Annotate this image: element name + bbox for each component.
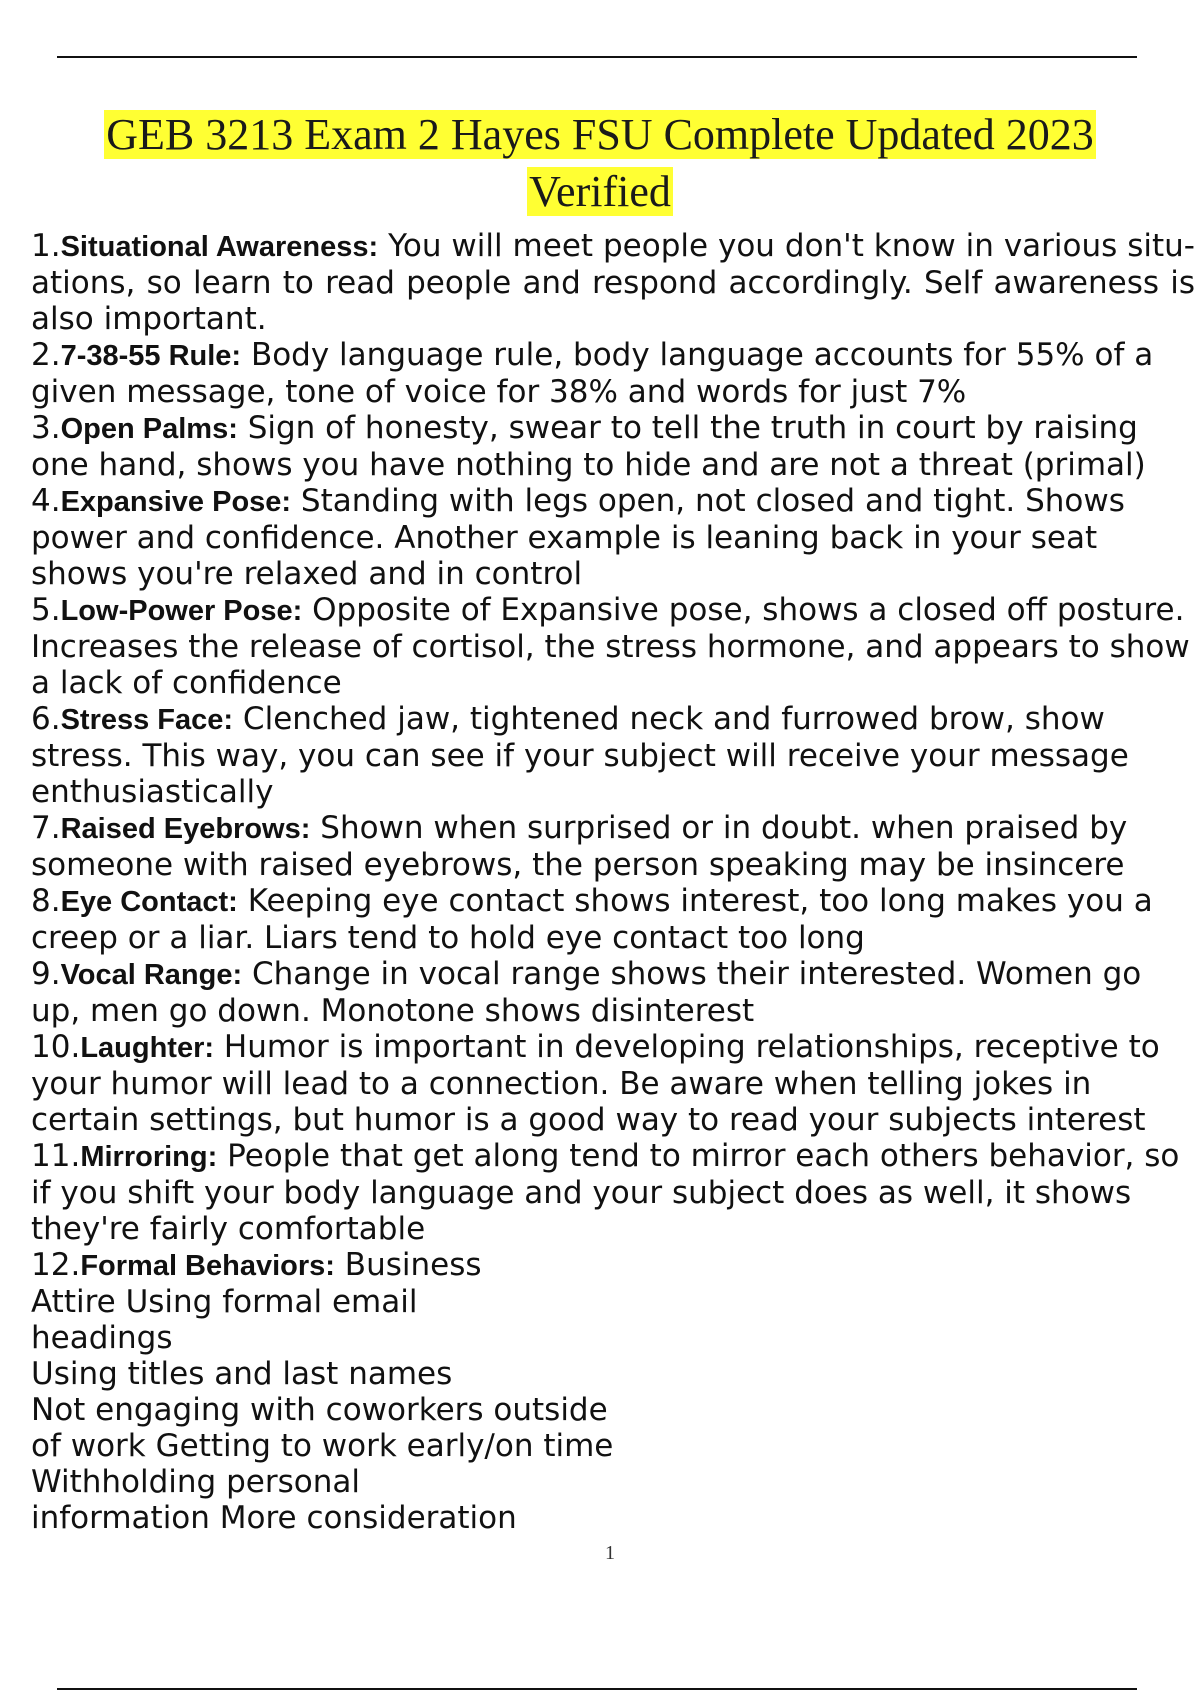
item-term: Open Palms: [60, 413, 238, 445]
title-line-2: Verified [529, 167, 671, 216]
item-number: 8. [31, 883, 61, 919]
item-term: Low-Power Pose: [60, 595, 303, 627]
list-item [31, 483, 1195, 592]
item-definition: Shown when surprised or in doubt. when praised by someone with raised eyebrows, the person speaking may be insincere [31, 810, 1128, 883]
item-term: Eye Contact: [60, 886, 238, 918]
item-definition: Standing with legs open, not closed and tight. Shows power and confidence. Another example is leaning back in your seat shows you're relaxed and in control [31, 483, 1125, 592]
item-definition: Opposite of Expansive pose, shows a closed off posture. Increases the release of cortisol, the stress hormone, and appears to show a lack of confidence [31, 592, 1190, 701]
title-line-1: GEB 3213 Exam 2 Hayes FSU Complete Updated 2023 [106, 110, 1094, 159]
list-item [31, 1029, 1195, 1138]
item-definition: Body language rule, body language accounts for 55% of a given message, tone of voice for 38% and words for just 7% [31, 337, 1154, 410]
item-definition-line: headings [31, 1320, 173, 1356]
list-item [31, 1138, 1195, 1247]
list-item [31, 228, 1195, 337]
page-number: 1 [605, 1542, 615, 1564]
list-item [31, 592, 1195, 701]
list-item [31, 410, 1195, 483]
item-number: 6. [31, 701, 61, 737]
item-number: 12. [31, 1247, 81, 1283]
item-number: 3. [31, 410, 61, 446]
list-item [31, 1247, 1195, 1536]
item-number: 5. [31, 592, 61, 628]
item-term: Raised Eyebrows: [60, 813, 311, 845]
item-term: Expansive Pose: [60, 486, 292, 518]
item-number: 10. [31, 1029, 81, 1065]
item-definition-line: Not engaging with coworkers outside [31, 1392, 608, 1428]
list-item [31, 337, 1195, 410]
item-number: 4. [31, 483, 61, 519]
list-item [31, 701, 1195, 810]
item-definition: Business [334, 1247, 482, 1283]
document-title [30, 106, 1170, 220]
item-definition: Change in vocal range shows their interested. Women go up, men go down. Monotone shows disinterest [31, 956, 1142, 1029]
list-item [31, 956, 1195, 1029]
item-definition-line: Attire Using formal email [31, 1284, 418, 1320]
item-definition-line: information More consideration [31, 1500, 517, 1536]
item-definition-line: of work Getting to work early/on time [31, 1428, 614, 1464]
top-rule [57, 56, 1137, 58]
flashcard-list [31, 228, 1195, 1536]
item-number: 7. [31, 810, 61, 846]
item-definition-line: Using titles and last names [31, 1356, 453, 1392]
item-term: Vocal Range: [60, 959, 243, 991]
item-definition: Keeping eye contact shows interest, too long makes you a creep or a liar. Liars tend to hold eye contact too long [31, 883, 1153, 956]
item-term: Mirroring: [80, 1141, 218, 1173]
item-definition: People that get along tend to mirror each others behavior, so if you shift your body language and your subject does as well, it shows they're fairly comfortable [31, 1138, 1180, 1247]
item-term: Laughter: [80, 1032, 215, 1064]
item-number: 9. [31, 956, 61, 992]
item-term: Situational Awareness: [60, 231, 379, 263]
item-term: Formal Behaviors: [80, 1250, 335, 1282]
bottom-rule [57, 1688, 1137, 1690]
item-number: 11. [31, 1138, 81, 1174]
item-definition-line: Withholding personal [31, 1464, 360, 1500]
item-number: 1. [31, 228, 61, 264]
item-term: 7-38-55 Rule: [60, 340, 242, 372]
item-definition: Clenched jaw, tightened neck and furrowed brow, show stress. This way, you can see if your subject will receive your message enthusiastically [31, 701, 1129, 810]
item-definition: You will meet people you don't know in various situ- ations, so learn to read people and respond accordingly. Self awareness is also important. [31, 228, 1195, 337]
item-number: 2. [31, 337, 61, 373]
item-definition: Humor is important in developing relationships, receptive to your humor will lead to a connection. Be aware when telling jokes in certain settings, but humor is a good way to read your subjects interest [31, 1029, 1160, 1138]
list-item [31, 810, 1195, 883]
item-definition: Sign of honesty, swear to tell the truth in court by raising one hand, shows you have nothing to hide and are not a threat (primal) [31, 410, 1146, 483]
item-term: Stress Face: [60, 704, 234, 736]
list-item [31, 883, 1195, 956]
